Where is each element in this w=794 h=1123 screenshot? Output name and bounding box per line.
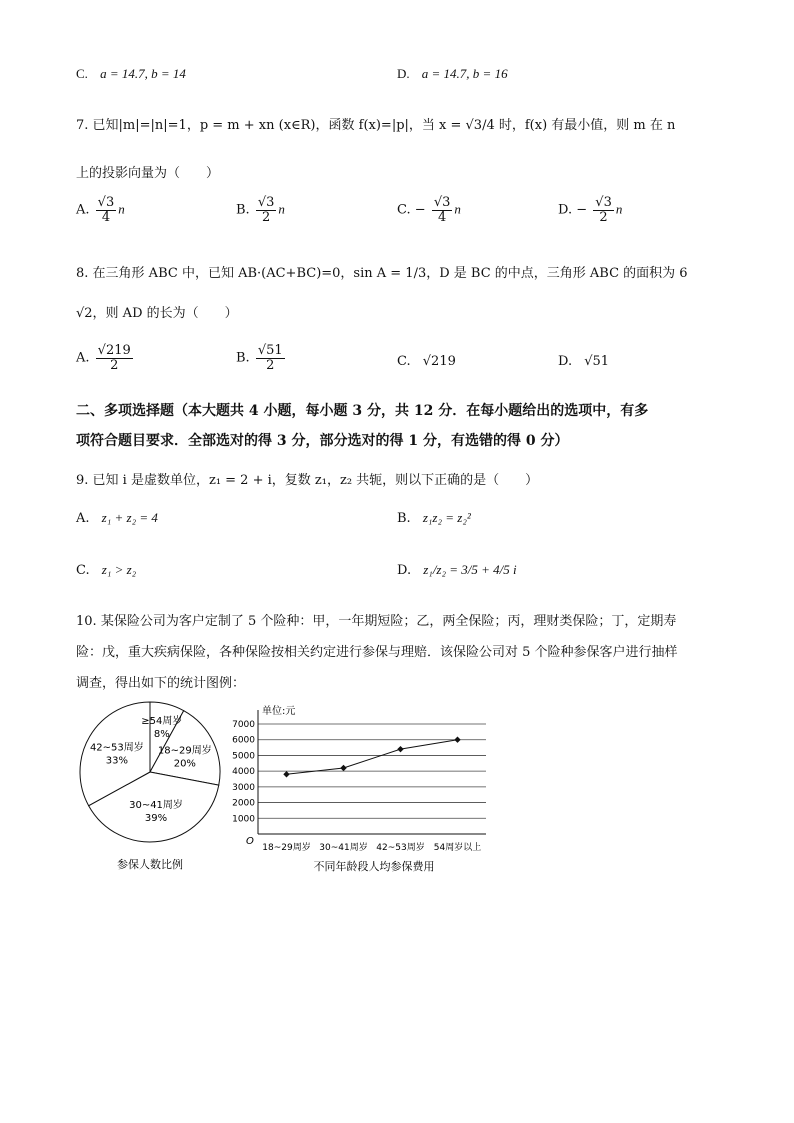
q7-stem-text: 已知|m|=|n|=1，p = m + xn (x∈R)，函数 f(x)=|p|，当 x = √3/4 时，f(x) 有最小值，则 m 在 n [92, 118, 676, 133]
q8-option-a [76, 344, 135, 372]
pie-slice-percent-54: 8% [153, 728, 170, 740]
q8-option-d-label: D. [558, 354, 573, 369]
q7-option-a-fraction [96, 196, 117, 224]
q9-option-d-text: z₁/z₂ = 3/5 + 4/5 i [423, 562, 517, 577]
q8-option-d-text: √51 [584, 354, 610, 369]
q10-stem-text: 某保险公司为客户定制了 5 个险种：甲，一年期短险；乙，两全保险；丙，理财类保险；丁，定期寿 [100, 614, 677, 629]
q7-option-b-label: B. [236, 202, 250, 218]
q9-option-d-label: D. [397, 563, 412, 578]
q7-option-d-vector: n [615, 201, 623, 217]
q8-stem-text: 在三角形 ABC 中，已知 AB·(AC+BC)=0，sin A = 1/3，D 是 BC 的中点，三角形 ABC 的面积为 6 [92, 266, 688, 281]
y-tick-7000: 7000 [232, 720, 255, 730]
section2-heading-line1: 二、多项选择题（本大题共 4 小题，每小题 3 分，共 12 分．在每小题给出的选项中，有多 [76, 403, 649, 419]
q7-option-c-vector: n [454, 201, 461, 217]
q8-option-b-fraction [256, 344, 285, 372]
q7-option-c-num: √3 [433, 195, 451, 210]
q7-option-b-num: √3 [257, 195, 275, 210]
q9-option-b-label: B. [397, 511, 411, 526]
q10-number: 10. [76, 614, 97, 629]
q9-option-a-text: z₁ + z₂ = 4 [101, 510, 158, 525]
q9-option-a-label: A. [76, 511, 90, 526]
q7-option-a [76, 196, 125, 224]
q7-option-b-fraction [256, 196, 277, 224]
q8-option-b-den: 2 [266, 357, 275, 373]
x-tick-4: 54周岁以上 [433, 843, 482, 853]
pie-slice-label-54: ≥54周岁 [141, 715, 183, 727]
q7-stem-line1 [76, 114, 675, 133]
q8-option-b-num: √51 [257, 343, 283, 358]
q7-option-c-fraction [432, 196, 453, 224]
line-chart-origin-label: O [246, 836, 254, 847]
q10-stem-line3: 调查，得出如下的统计图例： [76, 676, 246, 691]
q9-number: 9. [76, 473, 89, 488]
line-chart [228, 700, 498, 880]
q7-option-d-den: 2 [599, 209, 608, 225]
q9-option-b-text: z₁z₂ = z₂² [422, 510, 471, 525]
q7-option-c-sign: − [414, 202, 426, 218]
q7-option-d-sign: − [576, 202, 588, 218]
q9-option-c-text: z₁ > z₂ [101, 562, 137, 577]
pie-slice-label-18-29: 18~29周岁 [157, 745, 212, 757]
q6-option-d-label: D. [397, 66, 410, 81]
data-point-4 [454, 737, 460, 743]
q7-option-d [558, 196, 622, 224]
q7-option-a-vector: n [118, 201, 125, 217]
q9-option-d [397, 562, 517, 578]
q7-option-b-vector: n [278, 201, 285, 217]
q8-stem-line1 [76, 262, 688, 281]
q9-stem [76, 469, 538, 488]
pie-slice-label-30-41: 30~41周岁 [129, 800, 183, 812]
q8-option-c-label: C. [397, 354, 411, 369]
x-tick-2: 30~41周岁 [319, 843, 368, 853]
pie-slice-label-42-53: 42~53周岁 [89, 742, 144, 754]
data-point-2 [340, 765, 346, 771]
q7-option-d-label: D. [558, 202, 573, 218]
section2-heading-line2: 项符合题目要求．全部选对的得 3 分，部分选对的得 1 分，有选错的得 0 分） [76, 433, 569, 449]
q9-option-c [76, 562, 136, 578]
pie-slice-percent-30-41: 39% [144, 813, 168, 825]
q9-option-a [76, 510, 158, 526]
q6-option-d-text: a = 14.7, b = 16 [421, 66, 508, 81]
line-series [287, 740, 458, 775]
q8-option-a-fraction [96, 344, 133, 372]
q7-number: 7. [76, 118, 89, 133]
pie-slice-percent-42-53: 33% [105, 755, 128, 767]
y-tick-6000: 6000 [232, 735, 255, 746]
q7-option-c [397, 196, 461, 224]
q7-option-c-label: C. [397, 202, 411, 218]
x-tick-3: 42~53周岁 [376, 843, 425, 853]
data-point-1 [283, 771, 289, 777]
q8-option-d [558, 354, 609, 369]
line-chart-title: 不同年龄段人均参保费用 [313, 860, 435, 873]
q6-option-c [76, 66, 186, 82]
q7-option-d-num: √3 [595, 195, 612, 210]
q8-option-a-num: √219 [97, 343, 131, 358]
q7-option-a-num: √3 [97, 195, 115, 210]
y-tick-2000: 2000 [232, 798, 255, 809]
x-tick-1: 18~29周岁 [262, 843, 311, 853]
y-tick-3000: 3000 [232, 782, 255, 793]
q6-option-c-text: a = 14.7, b = 14 [100, 66, 186, 81]
pie-chart-title: 参保人数比例 [117, 858, 183, 871]
y-tick-4000: 4000 [232, 767, 255, 778]
q7-option-a-den: 4 [101, 209, 111, 225]
q7-option-b-den: 2 [261, 209, 271, 225]
q8-stem-line2: √2，则 AD 的长为（ ） [76, 306, 238, 321]
q6-option-d [397, 66, 508, 82]
q7-option-c-den: 4 [437, 209, 447, 225]
q8-option-c [397, 354, 456, 369]
q10-stem-line2: 险：戊，重大疾病保险，各种保险按相关约定进行参保与理赔．该保险公司对 5 个险种参保客户进行抽样 [76, 645, 678, 660]
q8-number: 8. [76, 266, 89, 281]
q10-stem-line1 [76, 610, 676, 629]
q8-option-a-label: A. [76, 350, 90, 366]
q7-option-b [236, 196, 285, 224]
q7-stem-line2: 上的投影向量为（ ） [76, 166, 220, 181]
q7-option-d-fraction [593, 196, 614, 224]
q9-option-c-label: C. [76, 563, 90, 578]
y-tick-1000: 1000 [232, 814, 255, 825]
q8-option-b-label: B. [236, 350, 250, 366]
q8-option-a-den: 2 [110, 357, 119, 373]
q9-stem-text: 已知 i 是虚数单位，z₁ = 2 + i，复数 z₁，z₂ 共轭，则以下正确的是（ ） [92, 473, 539, 488]
pie-chart [70, 698, 230, 878]
pie-slice-percent-18-29: 20% [173, 758, 196, 770]
data-point-3 [397, 746, 403, 752]
q6-option-c-label: C. [76, 66, 88, 81]
line-chart-unit-label: 单位:元 [262, 706, 296, 717]
q8-option-b [236, 344, 287, 372]
q7-option-a-label: A. [76, 202, 90, 218]
q9-option-b [397, 510, 471, 526]
y-tick-5000: 5000 [232, 751, 255, 762]
q8-option-c-text: √219 [422, 354, 456, 369]
